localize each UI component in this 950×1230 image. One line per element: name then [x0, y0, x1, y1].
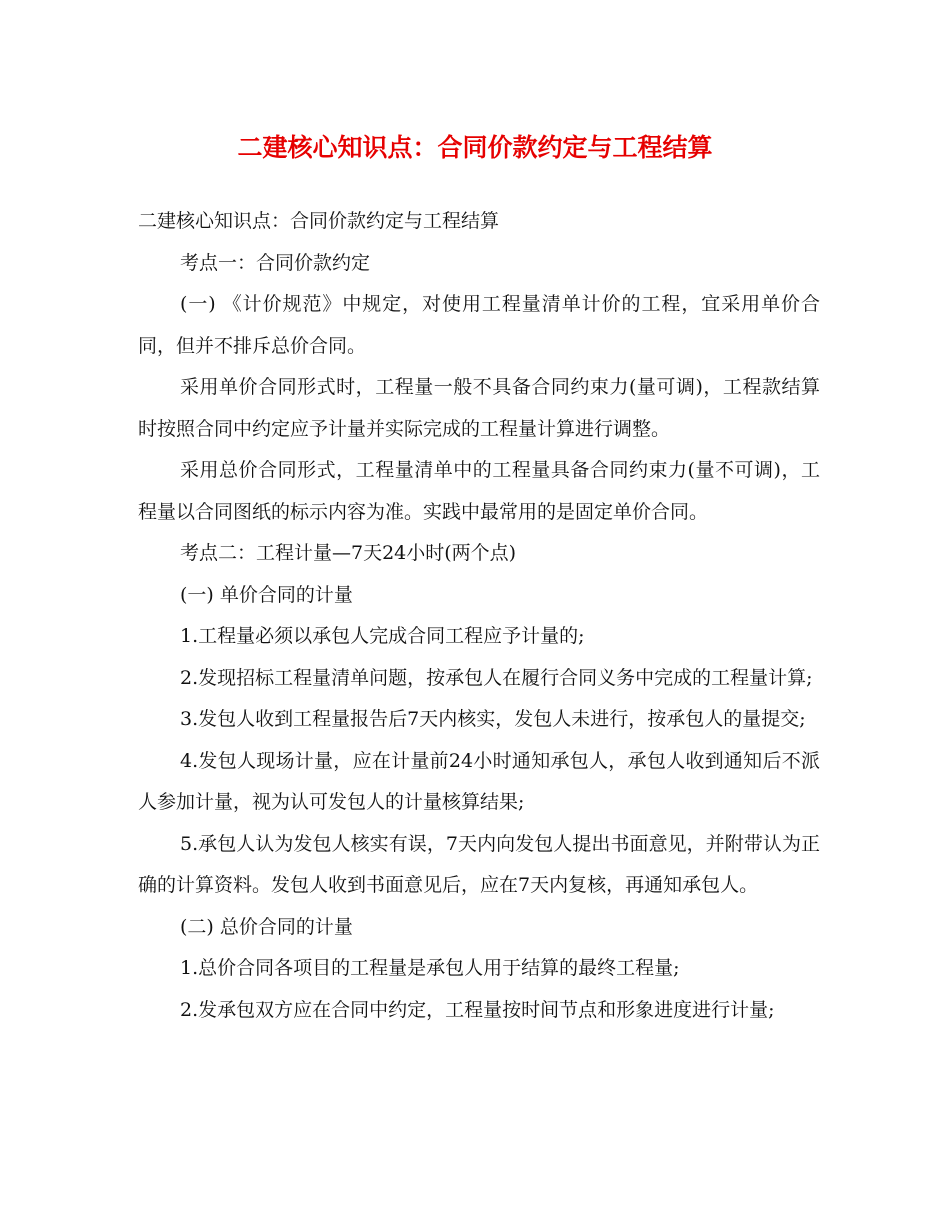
paragraph: 二建核心知识点：合同价款约定与工程结算 [138, 210, 500, 232]
paragraph: 考点二：工程计量—7天24小时(两个点) [180, 542, 517, 564]
paragraph: (二) 总价合同的计量 [180, 915, 353, 938]
paragraph: 2.发现招标工程量清单问题，按承包人在履行合同义务中完成的工程量计算; [180, 666, 813, 689]
paragraph: 1.总价合同各项目的工程量是承包人用于结算的最终工程量; [180, 957, 680, 979]
paragraph: 4.发包人现场计量，应在计量前24小时通知承包人，承包人收到通知后不派人参加计量，视为认可发包人的计量核算结果; [138, 749, 820, 813]
paragraph: 考点一：合同价款约定 [180, 251, 371, 274]
paragraph: 2.发承包双方应在合同中约定，工程量按时间节点和形象进度进行计量; [180, 998, 775, 1021]
paragraph: 3.发包人收到工程量报告后7天内核实，发包人未进行，按承包人的量提交; [180, 708, 806, 730]
paragraph: (一) 单价合同的计量 [180, 583, 353, 606]
paragraph: (一) 《计价规范》中规定，对使用工程量清单计价的工程，宜采用单价合同，但并不排斥总价合同。 [138, 293, 820, 357]
document-title: 二建核心知识点：合同价款约定与工程结算 [237, 133, 713, 162]
paragraph: 采用总价合同形式，工程量清单中的工程量具备合同约束力(量不可调)，工程量以合同图纸的标示内容为准。实践中最常用的是固定单价合同。 [138, 459, 820, 523]
paragraph: 5.承包人认为发包人核实有误，7天内向发包人提出书面意见，并附带认为正确的计算资料。发包人收到书面意见后，应在7天内复核，再通知承包人。 [138, 832, 820, 896]
paragraph: 采用单价合同形式时，工程量一般不具备合同约束力(量可调)，工程款结算时按照合同中约定应予计量并实际完成的工程量计算进行调整。 [138, 376, 820, 440]
paragraph: 1.工程量必须以承包人完成合同工程应予计量的; [180, 625, 585, 647]
document-body [138, 201, 820, 1031]
